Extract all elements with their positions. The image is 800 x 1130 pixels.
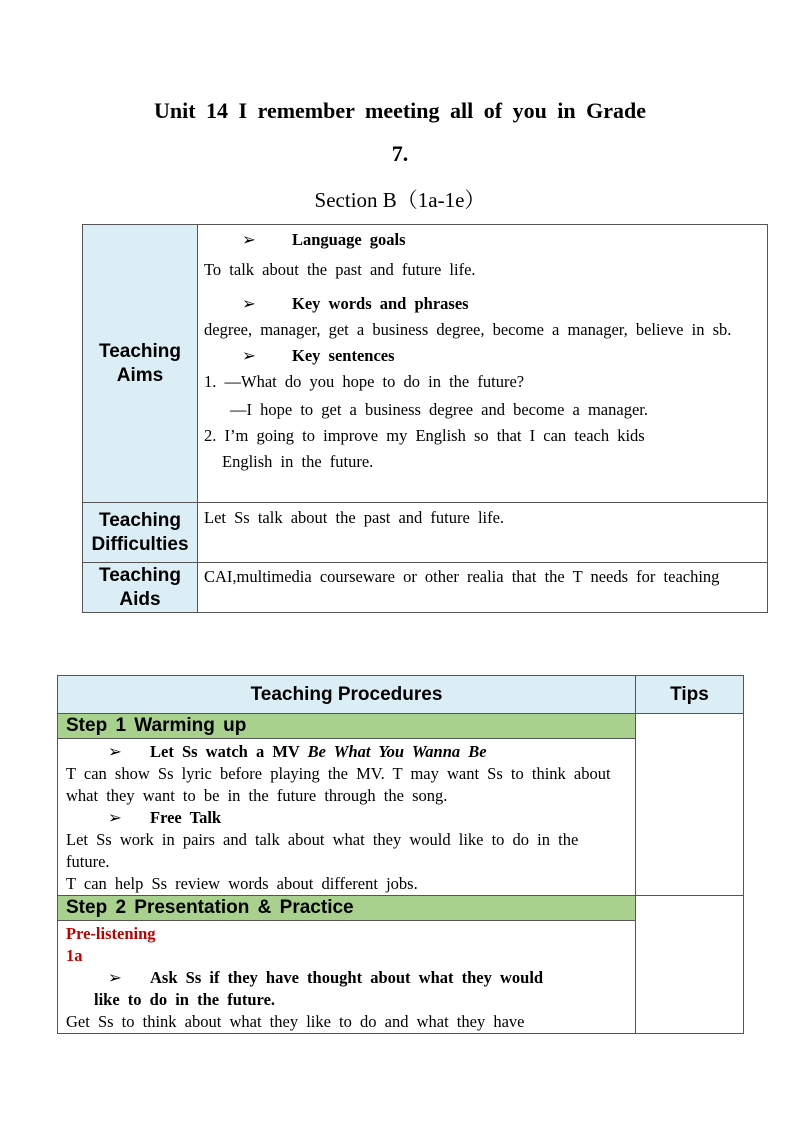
activity-1a-label: 1a [66,946,83,965]
arrow-bullet-icon: ➢ [108,808,122,827]
aims-header [83,225,198,503]
key-sentence-2-line1: 2. I’m going to improve my English so that I can teach kids [204,426,645,445]
step1-content [58,739,636,896]
arrow-bullet-icon: ➢ [108,742,122,761]
aids-header [83,563,198,613]
key-sentences-heading: ➢ Key sentences [204,343,761,369]
procedures-header: Teaching Procedures [58,676,636,714]
language-goals-text: To talk about the past and future life. [204,260,476,279]
step2-text: Get Ss to think about what they like to do and what they have [66,1012,525,1031]
step2-title: Step 2 Presentation & Practice [58,896,636,921]
document-title: Unit 14 I remember meeting all of you in Grade [153,98,647,123]
key-sentence-1-question: 1. —What do you hope to do in the future? [204,372,525,391]
key-sentence-2-line2: English in the future. [222,452,374,471]
difficulties-header-line1: Teaching [99,509,181,531]
difficulties-header-line2: Difficulties [91,533,189,555]
step1-title-row [58,714,744,739]
difficulties-text: Let Ss talk about the past and future life. [198,503,768,563]
aids-header-line2: Aids [119,588,161,610]
step2-bullet-line2: like to do in the future. [94,990,276,1009]
arrow-bullet-icon: ➢ [242,294,256,313]
step2-bullet-line1: ➢ Ask Ss if they have thought about what they would [108,968,544,987]
step1-bullet-mv: ➢ Let Ss watch a MV Be What You Wanna Be [108,742,487,761]
step1-text-review: T can help Ss review words about different jobs. [66,874,418,893]
section-subtitle: Section B（1a-1e） [314,188,486,212]
tips-header: Tips [636,676,744,714]
arrow-bullet-icon: ➢ [108,968,122,987]
step2-title-row [58,896,744,921]
document-title-continued: 7. [391,141,409,166]
teaching-procedures-table [57,675,744,1034]
procedures-header-row [58,676,744,714]
key-sentence-1-answer: —I hope to get a business degree and become a manager. [230,400,648,419]
aims-row [83,225,768,503]
pre-listening-label: Pre-listening [66,924,156,943]
arrow-bullet-icon: ➢ [242,346,256,365]
aids-text: CAI,multimedia courseware or other realia that the T needs for teaching [198,563,768,613]
aims-content [198,225,768,503]
difficulties-header [83,503,198,563]
aims-header-line1: Teaching [99,340,181,362]
step1-title: Step 1 Warming up [58,714,636,739]
aims-header-line2: Aims [116,364,164,386]
step1-tips [636,714,744,896]
difficulties-row [83,503,768,563]
aids-row [83,563,768,613]
teaching-aims-table [82,224,768,613]
key-words-heading: ➢ Key words and phrases [204,291,761,317]
step2-tips [636,896,744,1034]
step1-bullet-free-talk: ➢ Free Talk [108,808,222,827]
language-goals-heading: ➢ Language goals [204,227,761,253]
key-words-text: degree, manager, get a business degree, become a manager, believe in sb. [204,320,732,339]
step1-text-pairs: Let Ss work in pairs and talk about what they would like to do in the future. [66,830,579,871]
step1-text-mv: T can show Ss lyric before playing the MV. T may want Ss to think about what they want to be in the future through the song. [66,764,611,805]
step2-content [58,921,636,1034]
aids-header-line1: Teaching [99,564,181,586]
arrow-bullet-icon: ➢ [242,230,256,249]
song-title: Be What You Wanna Be [307,742,487,761]
